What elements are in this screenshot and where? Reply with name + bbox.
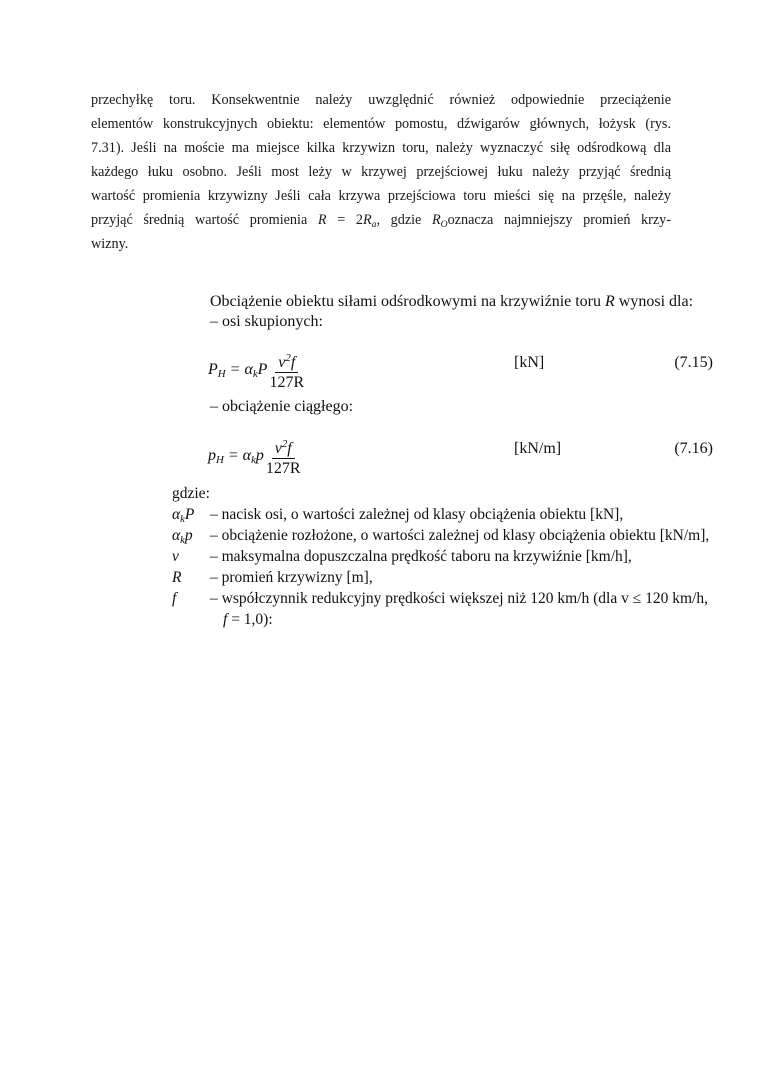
definition-text: – nacisk osi, o wartości zależnej od klasy obciążenia obiektu [kN], <box>210 506 624 523</box>
equation-7-15-number: (7.15) <box>674 354 713 371</box>
definition-text: – obciążenie rozłożone, o wartości zależnej od klasy obciążenia obiektu [kN/m], <box>210 527 710 544</box>
equation-7-16-number: (7.16) <box>674 440 713 457</box>
equation-7-15 <box>208 340 713 391</box>
definition-symbol: v <box>172 548 179 565</box>
intro-line-1: Obciążenie obiektu siłami odśrodkowymi na krzywiźnie toru R wynosi dla: <box>210 293 694 310</box>
definition-symbol: f <box>172 590 177 607</box>
paragraph-line-4: każdego łuku osobno. Jeśli most leży w krzywej przejściowej łuku należy przyjąć średnią <box>91 164 671 180</box>
paragraph-line-5: wartość promienia krzywizny Jeśli cała krzywa przejściowa toru mieści się na przęśle, należy <box>91 188 671 204</box>
where-label: gdzie: <box>172 485 210 502</box>
equation-7-15-unit: [kN] <box>514 354 545 371</box>
equation-7-16-fraction: $\frac{v^2f}{127R}$ <box>265 438 301 477</box>
definition-row <box>172 588 717 609</box>
definition-row <box>172 546 717 567</box>
paragraph-line-6: przyjąć średnią wartość promienia $R = 2R_a$, gdzie $R_Ooznacza$ najmniejszy promień krzy- <box>91 212 671 230</box>
definition-row <box>172 504 717 525</box>
paragraph-line-7: wizny. <box>91 236 129 252</box>
centrifugal-load-intro <box>210 292 730 332</box>
equation-7-16-unit: [kN/m] <box>514 440 562 457</box>
distributed-load-label: – obciążenie ciągłego: <box>210 398 354 415</box>
equation-7-16-formula: $p_H = \alpha_kp$ $\frac{v^2f}{127R}$ <box>208 438 301 477</box>
definition-row <box>172 567 717 588</box>
definition-text: – współczynnik redukcyjny prędkości większej niż 120 km/h (dla v ≤ 120 km/h, <box>210 590 708 607</box>
definition-text: – promień krzywizny [m], <box>210 569 373 586</box>
paragraph-line-2: elementów konstrukcyjnych obiektu: elementów pomostu, dźwigarów głównych, łożysk (rys. <box>91 116 671 132</box>
equation-7-15-fraction: $\frac{v^2f}{127R}$ <box>269 352 305 391</box>
equation-7-16 <box>208 426 713 477</box>
intro-line-2: – osi skupionych: <box>210 313 323 330</box>
definition-symbol: R <box>172 569 182 586</box>
paragraph-line-1: przechyłkę toru. Konsekwentnie należy uwzględnić również odpowiednie przeciążenie <box>91 92 671 108</box>
definition-continuation: f = 1,0): <box>223 611 273 628</box>
body-paragraph <box>91 88 671 256</box>
definition-symbol: $\alpha_kp$ <box>172 527 193 546</box>
equation-7-15-formula: $P_H = \alpha_kP$ $\frac{v^2f}{127R}$ <box>208 352 305 391</box>
definition-symbol: $\alpha_kP$ <box>172 506 195 525</box>
symbol-definitions <box>172 483 717 630</box>
definition-text: – maksymalna dopuszczalna prędkość taboru na krzywiźnie [km/h], <box>210 548 632 565</box>
paragraph-line-3: 7.31). Jeśli na moście ma miejsce kilka krzywizn toru, należy wyznaczyć siłę odśrodkową dla <box>91 140 671 156</box>
definition-row <box>172 525 717 546</box>
